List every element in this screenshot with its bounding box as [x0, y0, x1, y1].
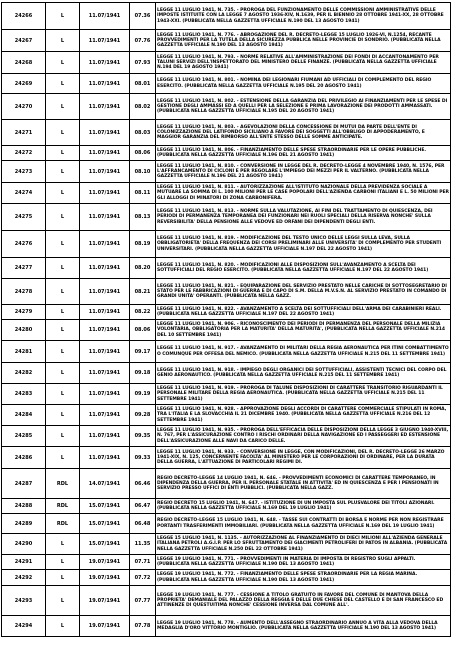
- act-code-cell: 06.46: [130, 469, 156, 499]
- record-number-cell: 24267: [2, 30, 46, 52]
- act-date-cell: 11.07/1941: [80, 3, 130, 30]
- act-description-cell: LEGGE 11 LUGLIO 1941, N. 933. - CONVERSIONE IN LEGGE, CON MODIFICAZIONI, DEL R. DECRETO-LEGGE 26 MARZO 1941-XIX, N. 125, CONCERNENTE FACOLTA' AL MINISTERO PER LE CORPORAZIONI DI ORDINARE, PER LA DURATA DELLA GUERRA, L'ATTUAZIONE DI PARTICOLARI REGIMI DI.: [156, 447, 451, 469]
- act-type-cell: RDL: [46, 499, 80, 514]
- act-code-cell: 06.48: [130, 514, 156, 534]
- act-type-cell: L: [46, 52, 80, 74]
- act-code-cell: 09.33: [130, 447, 156, 469]
- record-number-cell: 24282: [2, 363, 46, 384]
- table-row: [2, 514, 451, 534]
- table-row: [2, 570, 451, 586]
- act-date-cell: 11.07/1941: [80, 426, 130, 447]
- act-code-cell: 08.11: [130, 183, 156, 204]
- act-date-cell: 11.07/1941: [80, 94, 130, 120]
- act-type-cell: L: [46, 3, 80, 30]
- act-type-cell: L: [46, 94, 80, 120]
- act-date-cell: 11.07/1941: [80, 305, 130, 320]
- act-description-cell: LEGGE 11 LUGLIO 1941, N. 917. - AVANZAMENTO DI MILITARI DELLA REGIA AERONAUTICA PER ITINI COMBATTIMENTO O COMUNQUE PER OFFESA DEL NEMICO. (PUBBLICATA NELLA GAZZETTA UFFICIALE N.215 DEL 11 SETTEMBRE 1941): [156, 341, 451, 363]
- act-date-cell: 14.07/1941: [80, 469, 130, 499]
- act-description-cell: LEGGE 11 LUGLIO 1941, N. 806. - FINANZIAMENTO DELLE SPESE STRAORDINARIE PER LE OPERE PUBBLICHE. (PUBBLICATA NELLA GAZZETTA UFFICIALE N.196 DEL 21 AGOSTO 1941): [156, 146, 451, 161]
- act-type-cell: L: [46, 146, 80, 161]
- act-description-cell: REGIO DECRETO-LEGGE 15 LUGLIO 1941, N. 648. - TASSE SUI CONTRATTI DI BORSA E NORME PER NON REGISTRARE PORTANTI TRASFERIMENTI IMMOBILIARI. (PUBBLICATA NELLA GAZZETTA UFFICIALE N.169 DEL 19 LUGLIO 1941): [156, 514, 451, 534]
- act-type-cell: L: [46, 183, 80, 204]
- table-row: [2, 146, 451, 161]
- record-number-cell: 24281: [2, 341, 46, 363]
- act-code-cell: 08.19: [130, 231, 156, 258]
- act-description-cell: LEGGE 11 LUGLIO 1941, N. 813. - NORME SULLA VALUTAZIONE, AI FINI DEL TRATTAMENTO DI QUIESCENZA, DEI PERIODI DI PERMANENZA TEMPORANEA DEI FUNZIONARI NEI RUOLI SPECIALI DELLA RISERVA NONCHE' SULLA REVERSIBILITA' DELLA PENSIONE ALLE VEDOVE ED ORFANI DEI DIPENDENTI DEGLI ENTI.: [156, 204, 451, 231]
- act-code-cell: 08.13: [130, 204, 156, 231]
- act-date-cell: 11.07/1941: [80, 279, 130, 305]
- act-code-cell: 07.93: [130, 52, 156, 74]
- act-type-cell: L: [46, 616, 80, 637]
- act-date-cell: 11.07/1941: [80, 405, 130, 426]
- record-number-cell: 24288: [2, 499, 46, 514]
- record-number-cell: 24277: [2, 258, 46, 279]
- table-row: [2, 279, 451, 305]
- record-number-cell: 24283: [2, 384, 46, 405]
- table-body: [2, 3, 451, 637]
- record-number-cell: 24272: [2, 146, 46, 161]
- table-row: [2, 534, 451, 555]
- act-type-cell: L: [46, 279, 80, 305]
- act-description-cell: LEGGE 19 LUGLIO 1941, N. 772. - FINANZIAMENTO DELLE SPESE STRAORDINARIE PER LA REGIA MARINA. (PUBBLICATA NELLA GAZZETTA UFFICIALE N.190 DEL 13 AGOSTO 1941): [156, 570, 451, 586]
- act-description-cell: LEGGE 19 LUGLIO 1941, N. 777. - CESSIONE A TITOLO GRATUITO IN FAVORE DEL COMUNE DI MANTOVA DELLA PROPRIETA' DEMANIALE DEL PALAZZO DELLA REGGIA E DELLE DUE CHIESE DEL CASTELLO E DI SAN FRANCESCO ED ATTINENZE DI QUESTUITIMA NONCHE' CESSIONE INVERSA DAL COMUNE ALL'.: [156, 586, 451, 616]
- act-date-cell: 15.07/1941: [80, 534, 130, 555]
- act-type-cell: L: [46, 447, 80, 469]
- act-date-cell: 11.07/1941: [80, 52, 130, 74]
- act-type-cell: L: [46, 120, 80, 146]
- record-number-cell: 24268: [2, 52, 46, 74]
- act-date-cell: 11.07/1941: [80, 447, 130, 469]
- table-row: [2, 120, 451, 146]
- record-number-cell: 24266: [2, 3, 46, 30]
- act-description-cell: LEGGE 19 LUGLIO 1941, N. 771. - PROVVEDIMENTI IN MATERIA DI IMPOSTA DI REGISTRO SUGLI APPALTI. (PUBBLICATA NELLA GAZZETTA UFFICIALE N.190 DEL 13 AGOSTO 1941): [156, 555, 451, 570]
- act-description-cell: LEGGE 11 LUGLIO 1941, N. 918. - IMPIEGO DEGLI ORGANICI DEI SOTTUFFICIALI, ASSISTENTI TECNICI DEL CORPO DEL GENIO AERONAUTICO. (PUBBLICATA NELLA GAZZETTA UFFICIALE N.215 DEL 11 SETTEMBRE 1941): [156, 363, 451, 384]
- act-type-cell: L: [46, 426, 80, 447]
- act-date-cell: 19.07/1941: [80, 555, 130, 570]
- act-type-cell: L: [46, 555, 80, 570]
- act-type-cell: L: [46, 74, 80, 94]
- act-date-cell: 19.07/1941: [80, 586, 130, 616]
- table-row: [2, 405, 451, 426]
- table-row: [2, 320, 451, 341]
- record-number-cell: 24287: [2, 469, 46, 499]
- table-row: [2, 231, 451, 258]
- act-description-cell: LEGGE 11 LUGLIO 1941, N. 906. - RICONOSCIMENTO DEI PERIODI DI PERMANENZA DEL PERSONALE DELLA MILIZIA VOLONTARIA, OBBLIGATORIA PER LA MATURITA' DELLA MATURITA', (PUBBLICATA NELLA GAZZETTA UFFICIALE N.214 DEL 10 SETTEMBRE 1941): [156, 320, 451, 341]
- act-type-cell: L: [46, 405, 80, 426]
- act-type-cell: L: [46, 258, 80, 279]
- act-description-cell: LEGGE 11 LUGLIO 1941, N. 811. - AUTORIZZAZIONE ALL'ISTITUTO NAZIONALE DELLA PREVIDENZA SOCIALE A MUTUARE LA SOMMA DI L. 100 MILIONI PER LE CASE POPOLARI DELL'AZIENDA CARBONI ITALIANI E L. 50 MILIONI PER GLI ALLOGGI DI MINATORI DI ZONA CARBONIFERA.: [156, 183, 451, 204]
- act-type-cell: L: [46, 363, 80, 384]
- act-code-cell: 09.18: [130, 363, 156, 384]
- act-type-cell: L: [46, 586, 80, 616]
- act-description-cell: REGIO DECRETO 15 LUGLIO 1941, N. 647. - ISTITUZIONE DI UN IMPOSTA SUL PLUSVALORE DEI TITOLI AZIONARI. (PUBBLICATA NELLA GAZZETTA UFFICIALE N.169 DEL 19 LUGLIO 1941): [156, 499, 451, 514]
- act-date-cell: 11.07/1941: [80, 258, 130, 279]
- act-date-cell: 11.07/1941: [80, 120, 130, 146]
- act-description-cell: LEGGE 11 LUGLIO 1941, N. 793. - NORME RELATIVE ALL'AMMINISTRAZIONE DEI FONDI DI ACCANTONAMENTO PER TALUNI SERVIZI DELL'INSPETTORATO DEL MINISTERO DELLE FINANZE. (PUBBLICATA NELLA GAZZETTA UFFICIALE N.194 DEL 19 AGOSTO 1941): [156, 52, 451, 74]
- act-code-cell: 08.21: [130, 279, 156, 305]
- record-number-cell: 24284: [2, 405, 46, 426]
- table-row: [2, 30, 451, 52]
- record-number-cell: 24275: [2, 204, 46, 231]
- table-row: [2, 384, 451, 405]
- act-code-cell: 08.06: [130, 146, 156, 161]
- record-number-cell: 24279: [2, 305, 46, 320]
- act-type-cell: RDL: [46, 469, 80, 499]
- act-type-cell: L: [46, 231, 80, 258]
- act-code-cell: 08.03: [130, 120, 156, 146]
- table-row: [2, 555, 451, 570]
- act-date-cell: 11.07/1941: [80, 231, 130, 258]
- record-number-cell: 24270: [2, 94, 46, 120]
- act-code-cell: 07.72: [130, 570, 156, 586]
- act-code-cell: 11.35: [130, 534, 156, 555]
- act-date-cell: 11.07/1941: [80, 161, 130, 183]
- record-number-cell: 24292: [2, 570, 46, 586]
- act-code-cell: 07.71: [130, 555, 156, 570]
- act-type-cell: L: [46, 384, 80, 405]
- act-code-cell: 07.36: [130, 3, 156, 30]
- record-number-cell: 24285: [2, 426, 46, 447]
- table-row: [2, 341, 451, 363]
- act-description-cell: REGIO DECRETO-LEGGE 14 LUGLIO 1941, N. 646. - PROVVEDIMENTI ECONOMICI DI CARATTERE TEMPORANEO, IN DIPENDENZA DELLA GUERRA, PER IL PERSONALE STATALE IN ATTIVITA' ED IN QUIESCENZA E PER I PENSIONATI IN SERVIZIO PRESSO UFFICI DI ENTI PUBBLICI. (PUBBLICATA NELLA GAZZ.: [156, 469, 451, 499]
- record-number-cell: 24290: [2, 534, 46, 555]
- table-row: [2, 74, 451, 94]
- record-number-cell: 24269: [2, 74, 46, 94]
- act-code-cell: 09.35: [130, 426, 156, 447]
- record-number-cell: 24293: [2, 586, 46, 616]
- act-code-cell: 08.10: [130, 161, 156, 183]
- table-row: [2, 161, 451, 183]
- act-code-cell: 08.02: [130, 94, 156, 120]
- act-date-cell: 11.07/1941: [80, 341, 130, 363]
- act-description-cell: LEGGE 11 LUGLIO 1941, N. 776. - ABROGAZIONE DEL R. DECRETO-LEGGE 15 LUGLIO 1926-VI, N.1254, RECANTE PROVVEDIMENTI PER LA TUTELA DELLA SICUREZZA PUBBLICA NELLE PROVINCIE DI SONDRIO. (PUBBLICATA NELLA GAZZETTA UFFICIALE N.190 DEL 13 AGOSTO 1941): [156, 30, 451, 52]
- table-row: [2, 52, 451, 74]
- act-code-cell: 08.06: [130, 320, 156, 341]
- act-type-cell: L: [46, 320, 80, 341]
- act-type-cell: L: [46, 570, 80, 586]
- act-description-cell: LEGGE 11 LUGLIO 1941, N. 919. - PROROGA DI TALUNE DISPOSIZIONI DI CARATTERE TRANSITORIO RIGUARDANTI IL PERSONALE MILITARE DELLA REGIA AERONAUTICA. (PUBBLICATA NELLA GAZZETTA UFFICIALE N.215 DEL 11 SETTEMBRE 1941): [156, 384, 451, 405]
- act-description-cell: LEGGE 11 LUGLIO 1941, N. 819. - MODIFICAZIONE DEL TESTO UNICO DELLE LEGGI SULLA LEVA, SULLA OBBLIGATORIETA' DELLA FREQUENZA DEI CORSI PRELIMINARI ALLE UNIVERSITA' DI COMPLEMENTO PER STUDENTI UNIVERSITARI. (PUBBLICATA NELLA GAZZETTA UFFICIALE N.197 DEL 22 AGOSTO 1941): [156, 231, 451, 258]
- table-row: [2, 3, 451, 30]
- table-row: [2, 447, 451, 469]
- act-date-cell: 15.07/1941: [80, 514, 130, 534]
- act-description-cell: LEGGE 11 LUGLIO 1941, N. 735. - PROROGA DEL FUNZIONAMENTO DELLE COMMISSIONI AMMINISTRATIVE DELLE IMPOSTE ISTITUITE CON LA LEGGE 7 AGOSTO 1936-XIV, N.1639, PER IL BIENNIO 28 OTTOBRE 1941-XX, 28 OTTOBRE 1943-XXI. (PUBBLICATA NELLA GAZZETTA UFFICIALE N.190 DEL 13 AGOSTO 1941): [156, 3, 451, 30]
- act-code-cell: 07.76: [130, 30, 156, 52]
- act-type-cell: L: [46, 30, 80, 52]
- act-code-cell: 07.78: [130, 616, 156, 637]
- act-date-cell: 11.07/1941: [80, 30, 130, 52]
- act-date-cell: 11.07/1941: [80, 74, 130, 94]
- act-description-cell: LEGGE 11 LUGLIO 1941, N. 820. - MODIFICAZIONI ALLE DISPOSIZIONI SULL'AVANZAMENTO A SCELTA DEI SOTTUFFICIALI DEL REGIO ESERCITO. (PUBBLICATA NELLA GAZZETTA UFFICIALE N.197 DEL 22 AGOSTO 1941): [156, 258, 451, 279]
- act-type-cell: L: [46, 341, 80, 363]
- record-number-cell: 24278: [2, 279, 46, 305]
- act-description-cell: LEGGE 15 LUGLIO 1941, N. 1135. - AUTORIZZAZIONE AL FINANZIAMENTO DI DIECI MILIONI ALL'AZIENDA GENERALE ITALIANA PETROLI A.G.I.P. PER LO SFRUTTAMENTO DEI GIACIMENTI PETROLIFERI DI PATOS IN ALBANIA. (PUBBLICATA NELLA GAZZETTA UFFICIALE N.250 DEL 22 OTTOBRE 1941): [156, 534, 451, 555]
- act-description-cell: LEGGE 11 LUGLIO 1941, N. 802. - ESTENSIONE DELLA GARANZIA DEL PRIVILEGIO AI FINANZIAMENTI PER LE SPESE DI GESTIONE DEGLI AMMASSI ED A QUELLI PER LA SELEZIONE E PRIMA LAVORAZIONE DEI PRODOTTI AMMASSATI. (PUBBLICATA NELLA GAZZETTA UFFICIALE N.195 DEL 20 AGOSTO 1941): [156, 94, 451, 120]
- act-code-cell: 07.77: [130, 586, 156, 616]
- act-description-cell: LEGGE 11 LUGLIO 1941, N. 821. - EQUIPARAZIONE DEL SERVIZIO PRESTATO NELLE CARICHE DI SOTTOSEGRETARIO DI STATO PER LE FABBRICAZIONI DI GUERRA E DI CAPO DI S.M. DELLA M.V.S.N. AL SERVIZIO PRESTATO IN COMANDO DI GRANDI UNITA' OPERANTI. (PUBBLICATA NELLA GAZZ.: [156, 279, 451, 305]
- table-row: [2, 499, 451, 514]
- act-date-cell: 11.07/1941: [80, 146, 130, 161]
- act-type-cell: RDL: [46, 514, 80, 534]
- table-row: [2, 183, 451, 204]
- table-row: [2, 94, 451, 120]
- record-number-cell: 24291: [2, 555, 46, 570]
- act-description-cell: LEGGE 11 LUGLIO 1941, N. 935. - PROROGA DELL'EFFICACIA DELLE DISPOSIZIONI DELLA LEGGE 3 GIUGNO 1940-XVIII, N. 767, PER L'ASSICURAZIONE CONTRO I RISCHI ORDINARI DELLA NAVIGAZIONE ED I PASSEGGERI ED ESTENSIONE DELL'ASSICURAZIONE ALLE NAVI DA CARICO DELLE.: [156, 426, 451, 447]
- act-code-cell: 08.22: [130, 305, 156, 320]
- act-date-cell: 19.07/1941: [80, 616, 130, 637]
- table-row: [2, 363, 451, 384]
- table-row: [2, 616, 451, 637]
- record-number-cell: 24286: [2, 447, 46, 469]
- act-description-cell: LEGGE 19 LUGLIO 1941, N. 778. - AUMENTO DELL'ASSEGNO STRAORDINARIO ANNUO A VITA ALLA VEDOVA DELLA MEDAGLIA D'ORO VITTORIO MONTIGLIO. (PUBBLICATA NELLA GAZZETTA UFFICIALE N.190 DEL 13 AGOSTO 1941): [156, 616, 451, 637]
- act-description-cell: LEGGE 11 LUGLIO 1941, N. 803. - AGEVOLAZIONI DELLA CONCESSIONE DI MUTUI DA PARTE DELL'ENTE DI COLONIZZAZIONE DEL LATIFONDO SICILIANO A FAVORE DEI SOGGETTI ALL'OBBLIGO DI APPODERAMENTO, E MAGGIOR GARANZIA DEL RIMBORSO ALL'ENTE STESSO DELLE SOMME ANTICIPATE.: [156, 120, 451, 146]
- act-date-cell: 11.07/1941: [80, 204, 130, 231]
- record-number-cell: 24276: [2, 231, 46, 258]
- act-type-cell: L: [46, 305, 80, 320]
- act-date-cell: 11.07/1941: [80, 384, 130, 405]
- act-description-cell: LEGGE 11 LUGLIO 1941, N. 928. - APPROVAZIONE DEGLI ACCORDI DI CARATTERE COMMERCIALE STIPULATI IN ROMA, TRA L'ITALIA E LA SLOVACCHIA IL 21 DICEMBRE 1940. (PUBBLICATA NELLA GAZZETTA UFFICIALE N.216 DEL 12 SETTEMBRE 1941): [156, 405, 451, 426]
- act-code-cell: 09.28: [130, 405, 156, 426]
- act-date-cell: 11.07/1941: [80, 183, 130, 204]
- act-code-cell: 09.17: [130, 341, 156, 363]
- act-description-cell: LEGGE 11 LUGLIO 1941, N. 801. - NOMINA DEI LEGIONARI FIUMANI AD UFFICIALI DI COMPLEMENTO DEL REGIO ESERCITO. (PUBBLICATA NELLA GAZZETTA UFFICIALE N.195 DEL 20 AGOSTO 1941): [156, 74, 451, 94]
- act-description-cell: LEGGE 11 LUGLIO 1941, N. 810. - CONVERSIONE IN LEGGE DEL R. DECRETO-LEGGE 4 NOVEMBRE 1940, N. 1576, PER L'AFFRANCAMENTO DI CICLONI E PER REGOLARE L'IMPIEGO DEI MEZZI PER IL VALTERNO. (PUBBLICATA NELLA GAZZETTA UFFICIALE N.196 DEL 21 AGOSTO 1941): [156, 161, 451, 183]
- act-code-cell: 06.47: [130, 499, 156, 514]
- act-code-cell: 08.20: [130, 258, 156, 279]
- act-type-cell: L: [46, 161, 80, 183]
- legislation-register-table: [1, 2, 451, 637]
- record-number-cell: 24294: [2, 616, 46, 637]
- act-type-cell: L: [46, 534, 80, 555]
- table-row: [2, 258, 451, 279]
- act-date-cell: 11.07/1941: [80, 320, 130, 341]
- table-row: [2, 586, 451, 616]
- act-code-cell: 08.01: [130, 74, 156, 94]
- act-type-cell: L: [46, 204, 80, 231]
- record-number-cell: 24273: [2, 161, 46, 183]
- act-date-cell: 11.07/1941: [80, 363, 130, 384]
- table-row: [2, 426, 451, 447]
- act-code-cell: 09.19: [130, 384, 156, 405]
- act-description-cell: LEGGE 11 LUGLIO 1941, N. 822. - AVANZAMENTO A SCELTA DEI SOTTUFFICIALI DELL'ARMA DEI CARABINIERI REALI. (PUBBLICATA NELLA GAZZETTA UFFICIALE N.197 DEL 22 AGOSTO 1941): [156, 305, 451, 320]
- record-number-cell: 24274: [2, 183, 46, 204]
- table-row: [2, 305, 451, 320]
- table-row: [2, 469, 451, 499]
- table-row: [2, 204, 451, 231]
- record-number-cell: 24289: [2, 514, 46, 534]
- record-number-cell: 24271: [2, 120, 46, 146]
- act-date-cell: 15.07/1941: [80, 499, 130, 514]
- record-number-cell: 24280: [2, 320, 46, 341]
- act-date-cell: 19.07/1941: [80, 570, 130, 586]
